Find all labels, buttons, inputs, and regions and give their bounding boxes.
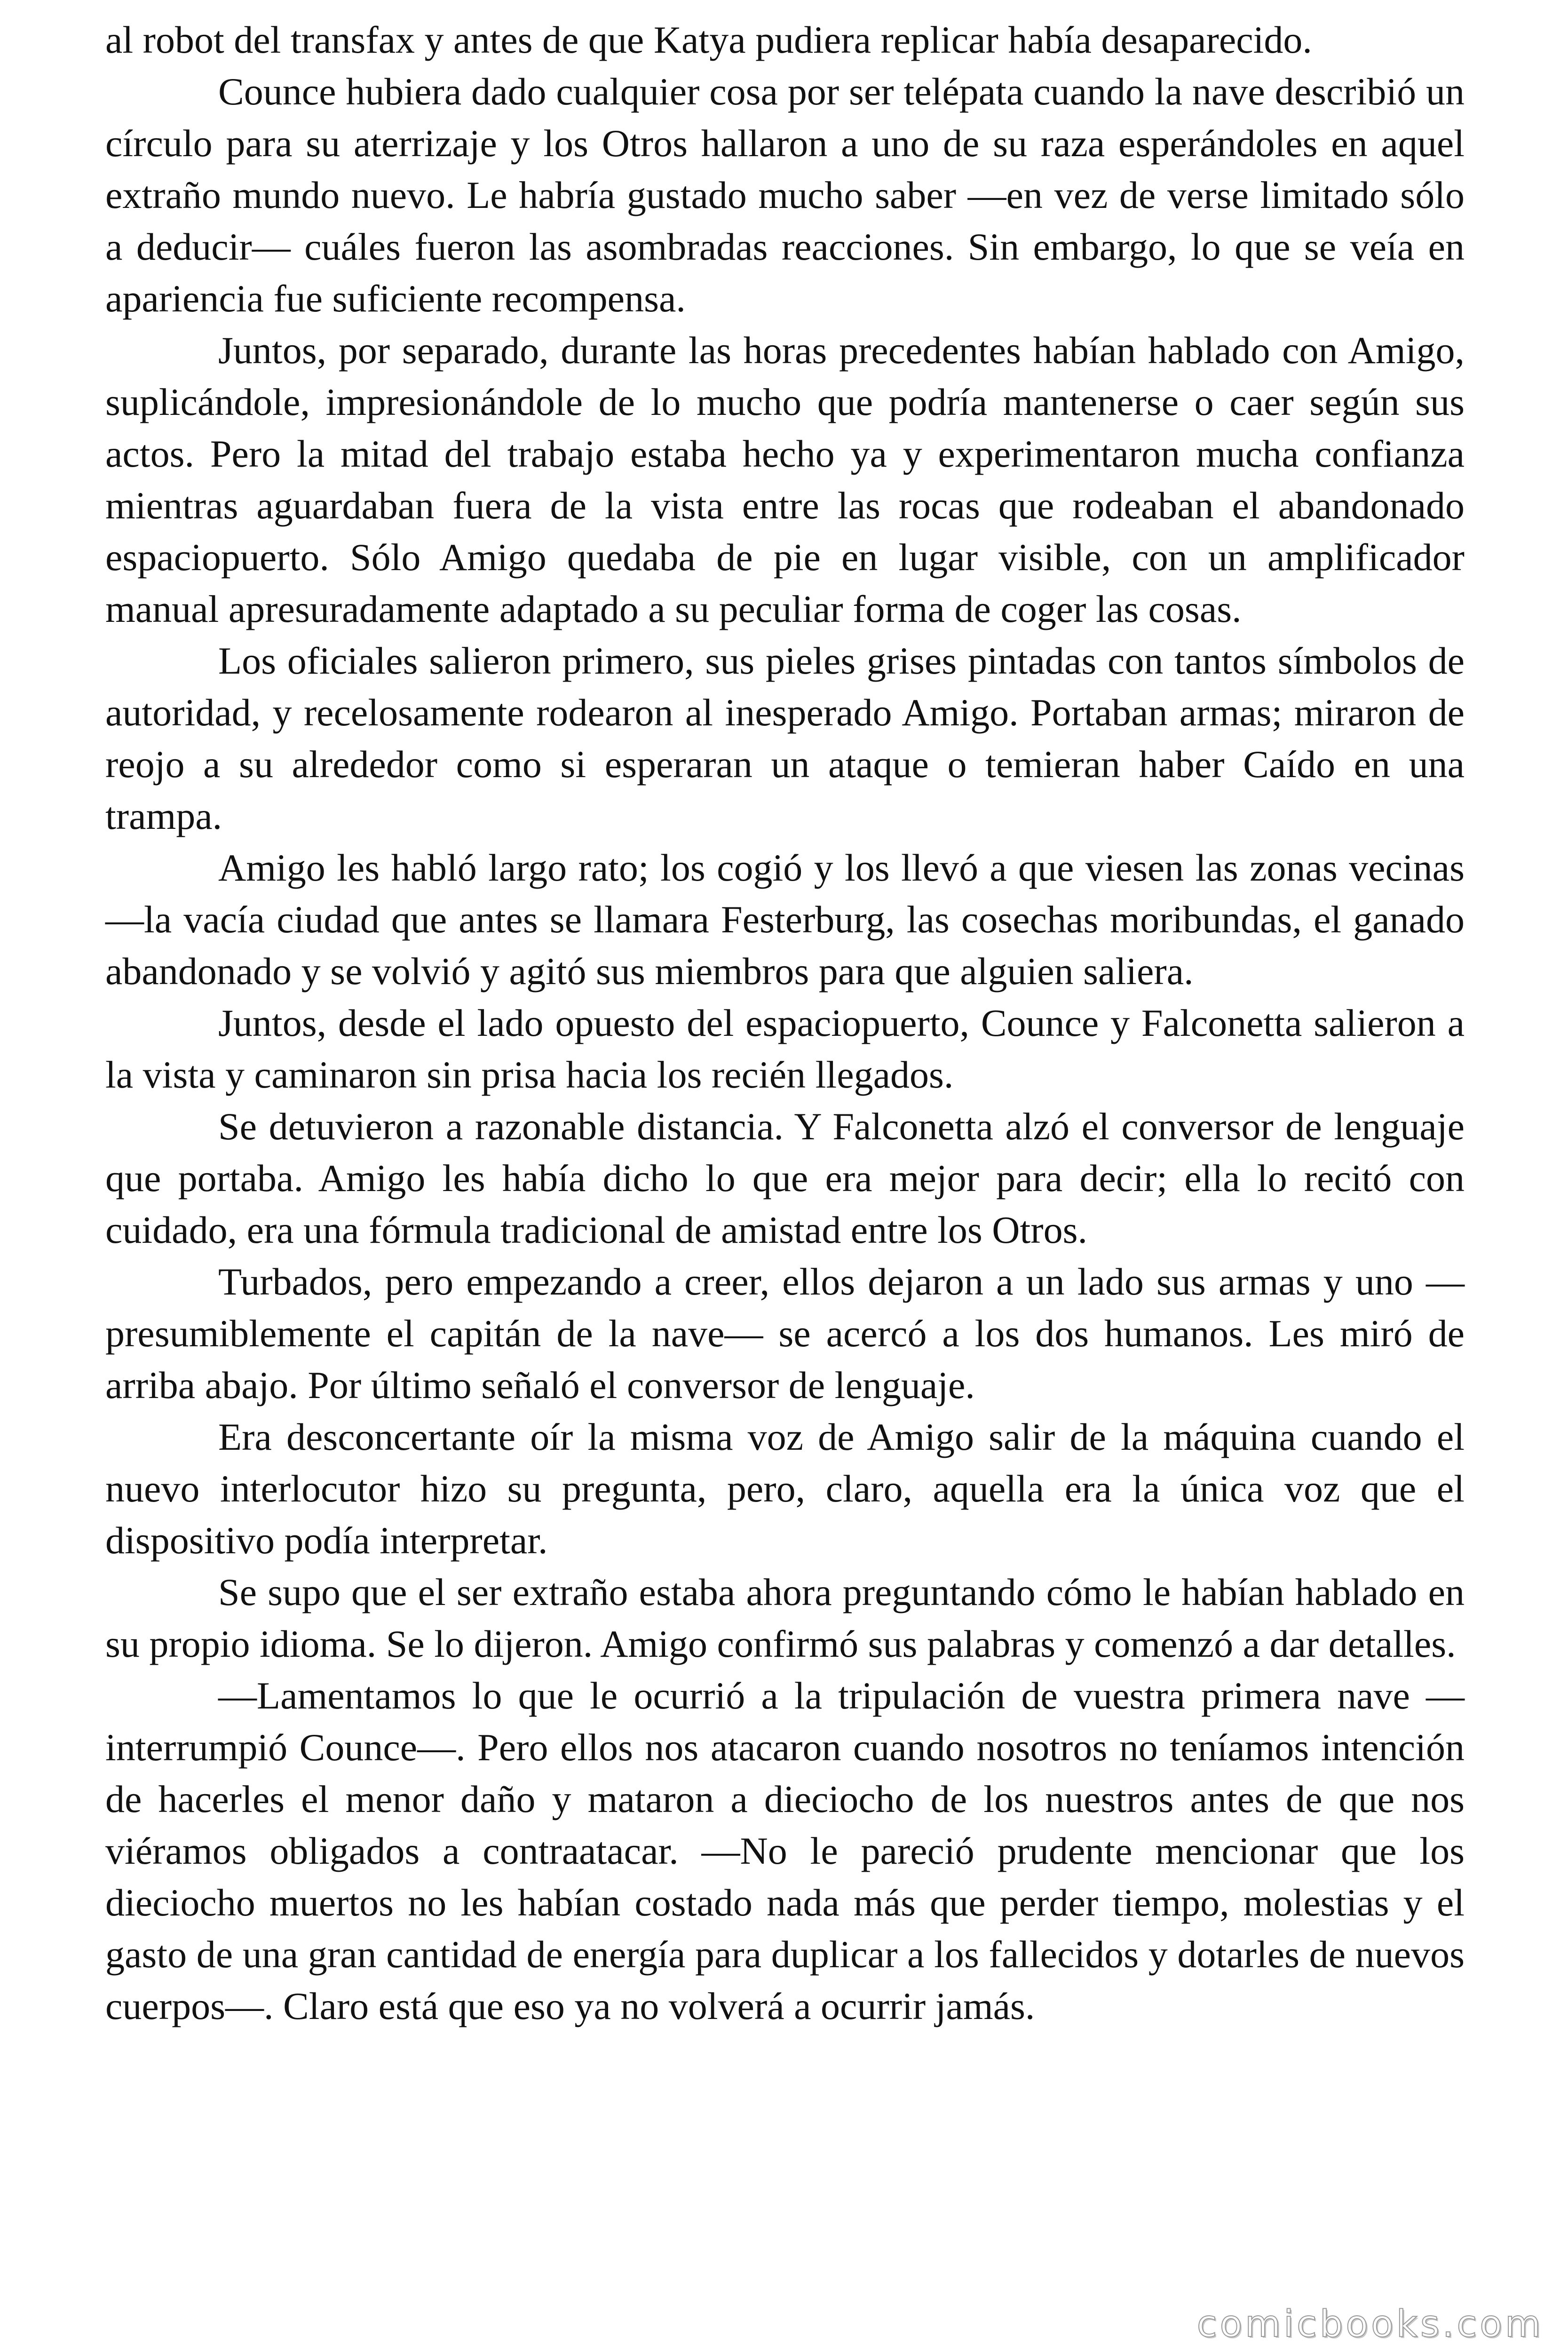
paragraph-4: Los oficiales salieron primero, sus pieles grises pintadas con tantos símbolos de autoridad, y recelosamente rodearon al inesperado Amigo. Portaban armas; miraron de reojo a su alrededor como si esperaran un ataque o temieran haber Caído en una trampa.	[105, 639, 1465, 837]
paragraph-7: Se detuvieron a razonable distancia. Y Falconetta alzó el conversor de lenguaje que portaba. Amigo les había dicho lo que era mejor para decir; ella lo recitó con cuidado, era una fórmula tradicional de amistad entre los Otros.	[105, 1105, 1465, 1251]
paragraph-1: al robot del transfax y antes de que Katya pudiera replicar había desaparecido.	[105, 18, 1312, 61]
paragraph-5: Amigo les habló largo rato; los cogió y los llevó a que viesen las zonas vecinas —la vacía ciudad que antes se llamara Festerburg, las cosechas moribundas, el ganado abandonado y se volvió y agitó sus miembros para que alguien saliera.	[105, 846, 1465, 993]
paragraph-10: Se supo que el ser extraño estaba ahora preguntando cómo le habían hablado en su propio idioma. Se lo dijeron. Amigo confirmó sus palabras y comenzó a dar detalles.	[105, 1571, 1465, 1665]
paragraph-3: Juntos, por separado, durante las horas precedentes habían hablado con Amigo, suplicándole, impresionándole de lo mucho que podría mantenerse o caer según sus actos. Pero la mitad del trabajo estaba hecho ya y experimentaron mucha confianza mientras aguardaban fuera de la vista entre las rocas que rodeaban el abandonado espaciopuerto. Sólo Amigo quedaba de pie en lugar visible, con un amplificador manual apresuradamente adaptado a su peculiar forma de coger las cosas.	[105, 329, 1465, 630]
paragraph-9: Era desconcertante oír la misma voz de Amigo salir de la máquina cuando el nuevo interlocutor hizo su pregunta, pero, claro, aquella era la única voz que el dispositivo podía interpretar.	[105, 1415, 1465, 1562]
paragraph-2: Counce hubiera dado cualquier cosa por ser telépata cuando la nave describió un círculo para su aterrizaje y los Otros hallaron a uno de su raza esperándoles en aquel extraño mundo nuevo. Le habría gustado mucho saber —en vez de verse limitado sólo a deducir— cuáles fueron las asombradas reacciones. Sin embargo, lo que se veía en apariencia fue suficiente recompensa.	[105, 70, 1465, 320]
watermark: comicbooks.com	[1196, 2303, 1544, 2345]
paragraph-8: Turbados, pero empezando a creer, ellos dejaron a un lado sus armas y uno —presumiblemente el capitán de la nave— se acercó a los dos humanos. Les miró de arriba abajo. Por último señaló el conversor de lenguaje.	[105, 1260, 1465, 1406]
paragraph-6: Juntos, desde el lado opuesto del espaciopuerto, Counce y Falconetta salieron a la vista y caminaron sin prisa hacia los recién llegados.	[105, 1001, 1465, 1096]
paragraph-11: —Lamentamos lo que le ocurrió a la tripulación de vuestra primera nave —interrumpió Counce—. Pero ellos nos atacaron cuando nosotros no teníamos intención de hacerles el menor daño y mataron a dieciocho de los nuestros antes de que nos viéramos obligados a contraatacar. —No le pareció prudente mencionar que los dieciocho muertos no les habían costado nada más que perder tiempo, molestias y el gasto de una gran cantidad de energía para duplicar a los fallecidos y dotarles de nuevos cuerpos—. Claro está que eso ya no volverá a ocurrir jamás.	[105, 1674, 1465, 2027]
page-text	[105, 14, 1465, 2032]
